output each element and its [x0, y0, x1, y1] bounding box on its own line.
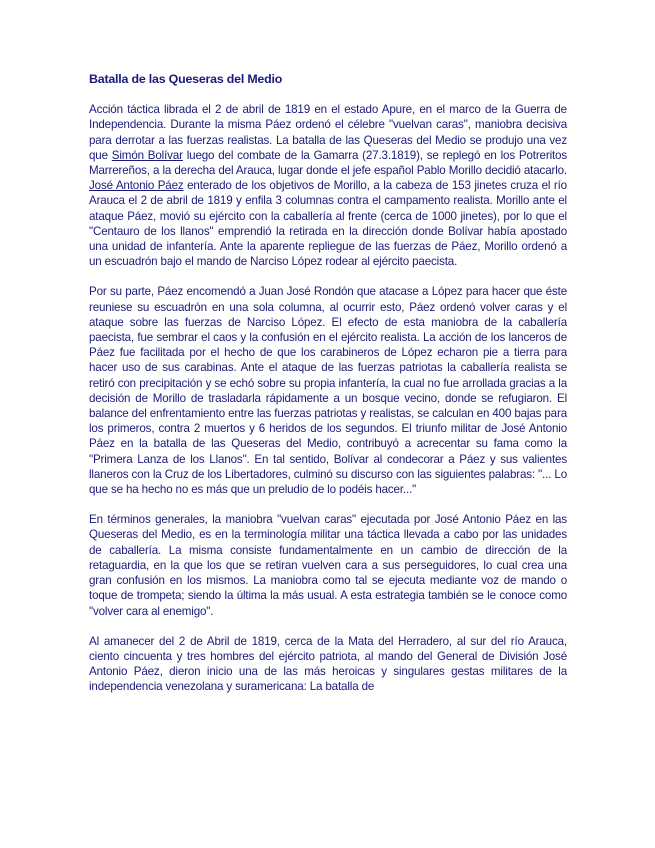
document-page	[89, 72, 567, 710]
jose-antonio-paez-link[interactable]: José Antonio Páez	[89, 179, 184, 193]
simon-bolivar-link[interactable]: Simón Bolívar	[111, 148, 183, 162]
paragraph-3: En términos generales, la maniobra "vuelvan caras" ejecutada por José Antonio Páez en las Queseras del Medio, es en la terminología militar una táctica llevada a cabo por las unidades de caballería. La misma consiste fundamentalmente en un cambio de dirección de la retaguardia, en la que los que se retiran vuelven cara a sus perseguidores, lo cual crea una gran confusión en los mismos. La maniobra como tal se ejecuta mediante voz de mando o toque de trompeta; siendo la última la más usual. A esta estrategia también se le conoce como "volver cara al enemigo".	[89, 513, 567, 618]
paragraph-2: Por su parte, Páez encomendó a Juan José Rondón que atacase a López para hacer que éste reuniese su escuadrón en una sola columna, al ocurrir esto, Páez ordenó volver caras y el ataque sobre las fuerzas de Narciso López. El efecto de esta maniobra de la caballería paecista, fue sembrar el caos y la confusión en el ejército realista. La acción de los lanceros de Páez fue facilitada por el hecho de que los carabineros de López echaron pie a tierra para hacer uso de sus carabinas. Ante el ataque de las fuerzas patriotas la caballería realista se retiró con precipitación y se echó sobre su propia infantería, la cual no fue arrollada gracias a la decisión de Morillo de trasladarla rápidamente a un bosque vecino, donde se refugiaron. El balance del enfrentamiento entre las fuerzas patriotas y realistas, se calculan en 400 bajas para los primeros, contra 2 muertos y 6 heridos de los segundos. El triunfo militar de José Antonio Páez en la batalla de las Queseras del Medio, contribuyó a acrecentar su fama como la "Primera Lanza de los Llanos". En tal sentido, Bolívar al condecorar a Páez y sus valientes llaneros con la Cruz de los Libertadores, culminó su discurso con las siguientes palabras: "... Lo que se ha hecho no es más que un preludio de lo podéis hacer..."	[89, 285, 567, 497]
paragraph-1	[89, 102, 567, 269]
paragraph-4: Al amanecer del 2 de Abril de 1819, cerca de la Mata del Herradero, al sur del río Arauca, ciento cincuenta y tres hombres del ejército patriota, al mando del General de División José Antonio Páez, dieron inicio una de las más heroicas y singulares gestas militares de la independencia venezolana y suramericana: La batalla de	[89, 634, 567, 694]
paragraph-1-text-b: luego del combate de la Gamarra (27.3.1819), se replegó en los Potreritos Marrereños, a la derecha del Arauca, lugar donde el jefe español Pablo Morillo decidió atacarlo.	[89, 148, 568, 178]
document-title: Batalla de las Queseras del Medio	[89, 72, 283, 86]
paragraph-1-text-c: enterado de los objetivos de Morillo, a la cabeza de 153 jinetes cruza el río Arauca el 2 de abril de 1819 y enfila 3 columnas contra el campamento realista. Morillo ante el ataque Páez, movió su ejército con la caballería al frente (cerca de 1000 jinetes), por lo que el "Centauro de los llanos" emprendió la retirada en la dirección donde Bolívar había apostado una unidad de infantería. Ante la aparente repliegue de las fuerzas de Páez, Morillo ordenó a un escuadrón bajo el mando de Narciso López rodear al ejército paecista.	[89, 179, 567, 269]
paragraph-1-text-a: Acción táctica librada el 2 de abril de 1819 en el estado Apure, en el marco de la Guerra de Independencia. Durante la misma Páez ordenó el célebre "vuelvan caras", maniobra decisiva para derrotar a las fuerzas realistas. La batalla de las Queseras del Medio se produjo una vez que	[89, 103, 567, 162]
